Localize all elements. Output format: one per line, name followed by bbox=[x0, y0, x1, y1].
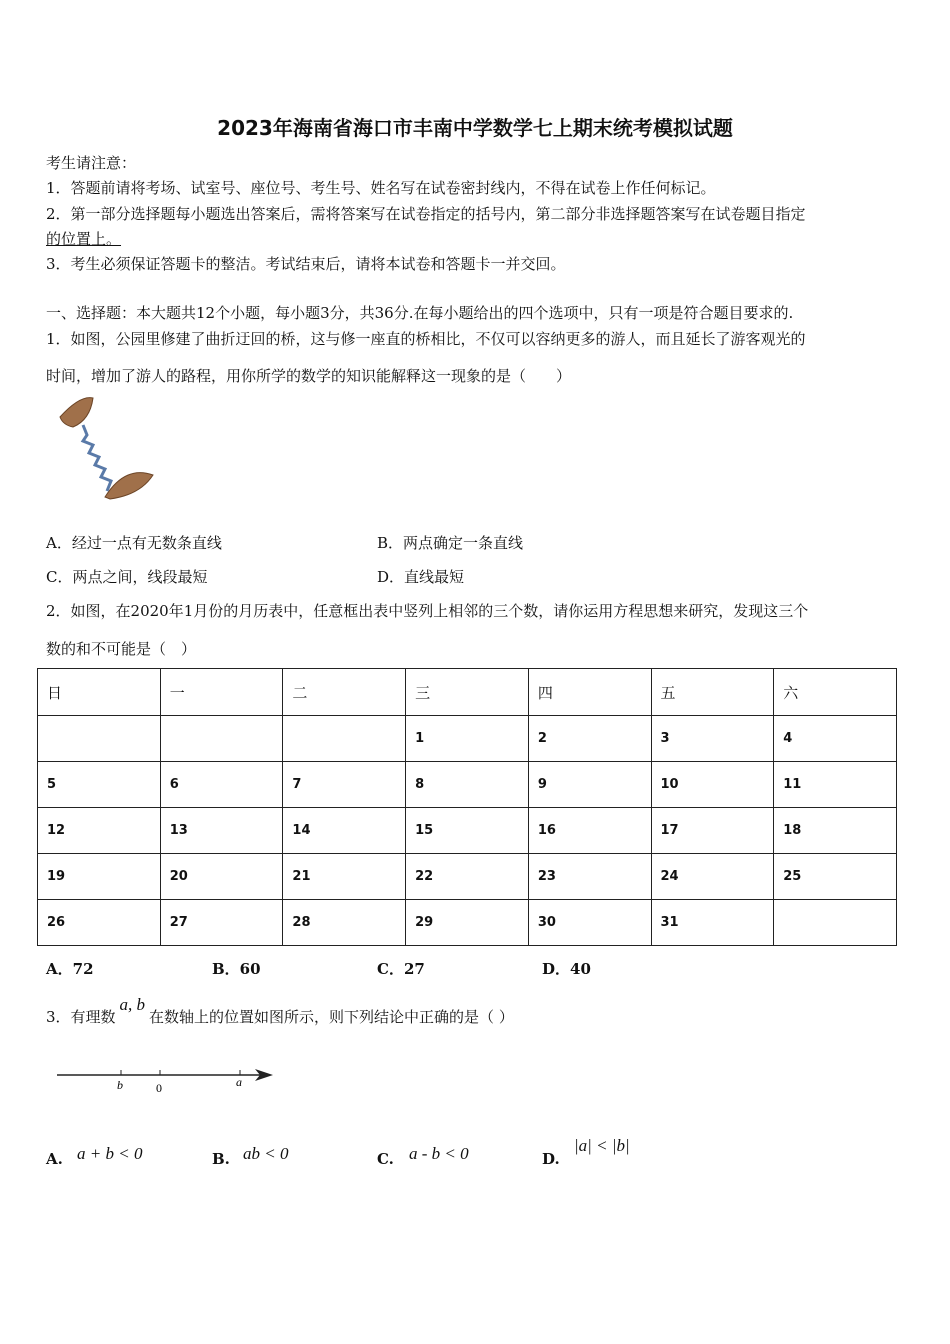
q1-option-a: A．经过一点有无数条直线 bbox=[46, 534, 222, 552]
calendar-row bbox=[38, 900, 897, 946]
tick-label-b: b bbox=[117, 1078, 123, 1092]
calendar-cell: 14 bbox=[283, 808, 406, 854]
notice-item: 2．第一部分选择题每小题选出答案后，需将答案写在试卷指定的括号内，第二部分非选择题答案写在试卷题目指定 bbox=[46, 205, 806, 223]
calendar-cell bbox=[38, 716, 161, 762]
q3-option-c-label: C. bbox=[377, 1150, 394, 1168]
calendar-cell: 27 bbox=[160, 900, 283, 946]
calendar-cell: 11 bbox=[774, 762, 897, 808]
calendar-cell: 8 bbox=[406, 762, 529, 808]
notice-item: 的位置上。 bbox=[46, 230, 122, 248]
calendar-cell: 6 bbox=[160, 762, 283, 808]
calendar-row bbox=[38, 716, 897, 762]
calendar-cell: 20 bbox=[160, 854, 283, 900]
calendar-cell bbox=[774, 900, 897, 946]
calendar-cell: 22 bbox=[406, 854, 529, 900]
q2-option-d: D．40 bbox=[542, 960, 591, 978]
calendar-cell: 10 bbox=[651, 762, 774, 808]
header-cell: 一 bbox=[160, 669, 283, 716]
q1-text: 1．如图，公园里修建了曲折迂回的桥，这与修一座直的桥相比，不仅可以容纳更多的游人，而且延长了游客观光的 bbox=[46, 330, 806, 348]
calendar-cell: 31 bbox=[651, 900, 774, 946]
header-cell: 四 bbox=[528, 669, 651, 716]
tick-label-a: a bbox=[236, 1075, 242, 1089]
calendar-cell: 17 bbox=[651, 808, 774, 854]
q1-option-c: C．两点之间，线段最短 bbox=[46, 568, 208, 586]
notice-item: 1．答题前请将考场、试室号、座位号、考生号、姓名写在试卷密封线内，不得在试卷上作任何标记。 bbox=[46, 179, 716, 197]
notice-item: 3．考生必须保证答题卡的整洁。考试结束后，请将本试卷和答题卡一并交回。 bbox=[46, 255, 566, 273]
q1-option-b: B．两点确定一条直线 bbox=[377, 534, 524, 552]
number-line bbox=[55, 1062, 280, 1097]
tick-label-zero: 0 bbox=[156, 1081, 162, 1095]
calendar-cell: 18 bbox=[774, 808, 897, 854]
calendar-cell bbox=[283, 716, 406, 762]
q2-text: 数的和不可能是（ ） bbox=[46, 640, 197, 658]
calendar-cell: 2 bbox=[528, 716, 651, 762]
q2-option-b: B．60 bbox=[212, 960, 261, 978]
q3-option-c-expr: a - b < 0 bbox=[409, 1144, 469, 1163]
q3-post: 在数轴上的位置如图所示，则下列结论中正确的是（ ） bbox=[149, 1008, 514, 1026]
header-cell: 二 bbox=[283, 669, 406, 716]
q3-option-a-label: A. bbox=[46, 1150, 63, 1168]
q3-option-b-label: B. bbox=[212, 1150, 230, 1168]
q1-text: 时间，增加了游人的路程，用你所学的数学的知识能解释这一现象的是（ ） bbox=[46, 367, 572, 385]
section-heading: 一、选择题：本大题共12个小题，每小题3分，共36分.在每小题给出的四个选项中，只有一项是符合题目要求的. bbox=[46, 304, 794, 322]
q3-option-d-label: D. bbox=[542, 1150, 560, 1168]
calendar-cell: 3 bbox=[651, 716, 774, 762]
calendar-cell: 4 bbox=[774, 716, 897, 762]
bridge-figure bbox=[55, 395, 160, 503]
calendar-cell: 9 bbox=[528, 762, 651, 808]
calendar-cell: 25 bbox=[774, 854, 897, 900]
page-title: 2023年海南省海口市丰南中学数学七上期末统考模拟试题 bbox=[217, 116, 733, 140]
calendar-cell: 5 bbox=[38, 762, 161, 808]
header-cell: 六 bbox=[774, 669, 897, 716]
calendar-row bbox=[38, 762, 897, 808]
q2-text: 2．如图，在2020年1月份的月历表中，任意框出表中竖列上相邻的三个数，请你运用方程思想来研究，发现这三个 bbox=[46, 602, 809, 620]
q3-text bbox=[46, 995, 514, 1027]
calendar-cell: 1 bbox=[406, 716, 529, 762]
header-cell: 日 bbox=[38, 669, 161, 716]
calendar-table bbox=[37, 668, 897, 946]
q3-option-d-expr: |a| < |b| bbox=[574, 1136, 630, 1155]
q3-option-b-expr: ab < 0 bbox=[243, 1144, 289, 1163]
header-cell: 五 bbox=[651, 669, 774, 716]
header-cell: 三 bbox=[406, 669, 529, 716]
calendar-cell: 29 bbox=[406, 900, 529, 946]
calendar-cell: 15 bbox=[406, 808, 529, 854]
calendar-cell: 28 bbox=[283, 900, 406, 946]
calendar-cell bbox=[160, 716, 283, 762]
calendar-cell: 7 bbox=[283, 762, 406, 808]
calendar-cell: 12 bbox=[38, 808, 161, 854]
calendar-cell: 21 bbox=[283, 854, 406, 900]
calendar-cell: 30 bbox=[528, 900, 651, 946]
calendar-row bbox=[38, 854, 897, 900]
calendar-cell: 16 bbox=[528, 808, 651, 854]
calendar-row bbox=[38, 808, 897, 854]
q3-option-a-expr: a + b < 0 bbox=[77, 1144, 143, 1163]
q3-pre: 3．有理数 bbox=[46, 1008, 116, 1026]
q2-option-a: A．72 bbox=[46, 960, 94, 978]
q1-option-d: D．直线最短 bbox=[377, 568, 465, 586]
calendar-cell: 26 bbox=[38, 900, 161, 946]
calendar-cell: 19 bbox=[38, 854, 161, 900]
calendar-cell: 24 bbox=[651, 854, 774, 900]
q3-vars: a, b bbox=[119, 995, 146, 1014]
calendar-cell: 13 bbox=[160, 808, 283, 854]
calendar-cell: 23 bbox=[528, 854, 651, 900]
notice-heading: 考生请注意： bbox=[46, 154, 137, 172]
q2-option-c: C．27 bbox=[377, 960, 425, 978]
